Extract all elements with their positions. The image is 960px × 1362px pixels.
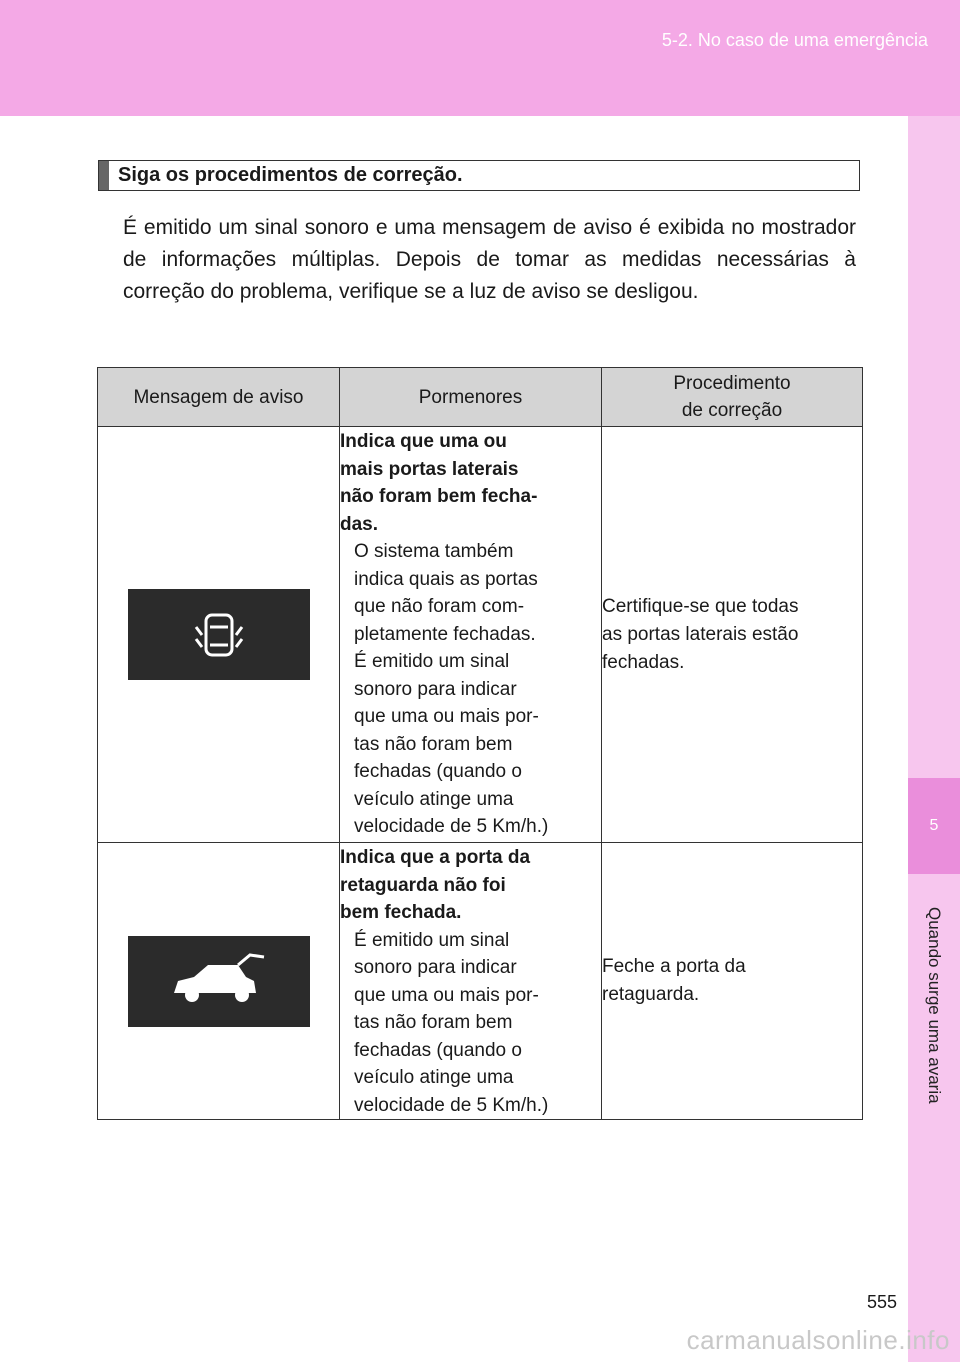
procedure-heading — [98, 160, 860, 191]
warning-display — [128, 936, 310, 1027]
table-row — [98, 427, 863, 843]
warning-table — [97, 367, 863, 1120]
detail-body: É emitido um sinal sonoro para indicar que uma ou mais por- tas não foram bem fechadas (quando o veículo atinge uma velocidade de 5 Km/h.) — [354, 929, 549, 1116]
chapter-number: 5 — [908, 778, 960, 874]
car-tailgate-open-icon — [164, 951, 274, 1011]
intro-paragraph: É emitido um sinal sonoro e uma mensagem de aviso é exibida no mostrador de informações múltiplas. Depois de tomar as medidas necessárias à correção do problema, verifique se a luz de aviso se desligou. — [123, 216, 856, 303]
procedure-cell: Feche a porta da retaguarda. — [602, 843, 863, 1120]
procedure-cell: Certifique-se que todas as portas laterais estão fechadas. — [602, 427, 863, 843]
chapter-side-tab — [908, 116, 960, 1362]
car-doors-open-icon — [184, 605, 254, 665]
warning-display — [128, 589, 310, 680]
detail-heading: Indica que uma ou mais portas laterais não foram bem fecha- das. — [340, 431, 538, 535]
column-header: Pormenores — [340, 368, 602, 427]
detail-body: O sistema também indica quais as portas que não foram com- pletamente fechadas. É emitido um sinal sonoro para indicar que uma ou mais por- tas não foram bem fechadas (quando o veículo atinge uma velocidade de 5 Km/h.) — [354, 541, 549, 837]
page-number: 555 — [866, 1292, 897, 1312]
detail-heading: Indica que a porta da retaguarda não foi bem fechada. — [340, 847, 531, 923]
details-cell — [340, 427, 602, 843]
warning-message-cell — [98, 427, 340, 843]
heading-bar — [99, 161, 109, 190]
details-cell — [340, 843, 602, 1120]
chapter-title-container — [908, 885, 960, 1125]
column-header: Mensagem de aviso — [98, 368, 340, 427]
chapter-title: Quando surge uma avaria — [925, 906, 944, 1104]
table-row — [98, 843, 863, 1120]
header-band — [0, 0, 960, 116]
warning-message-cell — [98, 843, 340, 1120]
table-header-row — [98, 368, 863, 427]
column-header: Procedimento de correção — [602, 368, 863, 427]
heading-text: Siga os procedimentos de correção. — [118, 164, 463, 186]
section-label: 5-2. No caso de uma emergência — [661, 30, 928, 50]
watermark: carmanualsonline.info — [686, 1325, 950, 1355]
